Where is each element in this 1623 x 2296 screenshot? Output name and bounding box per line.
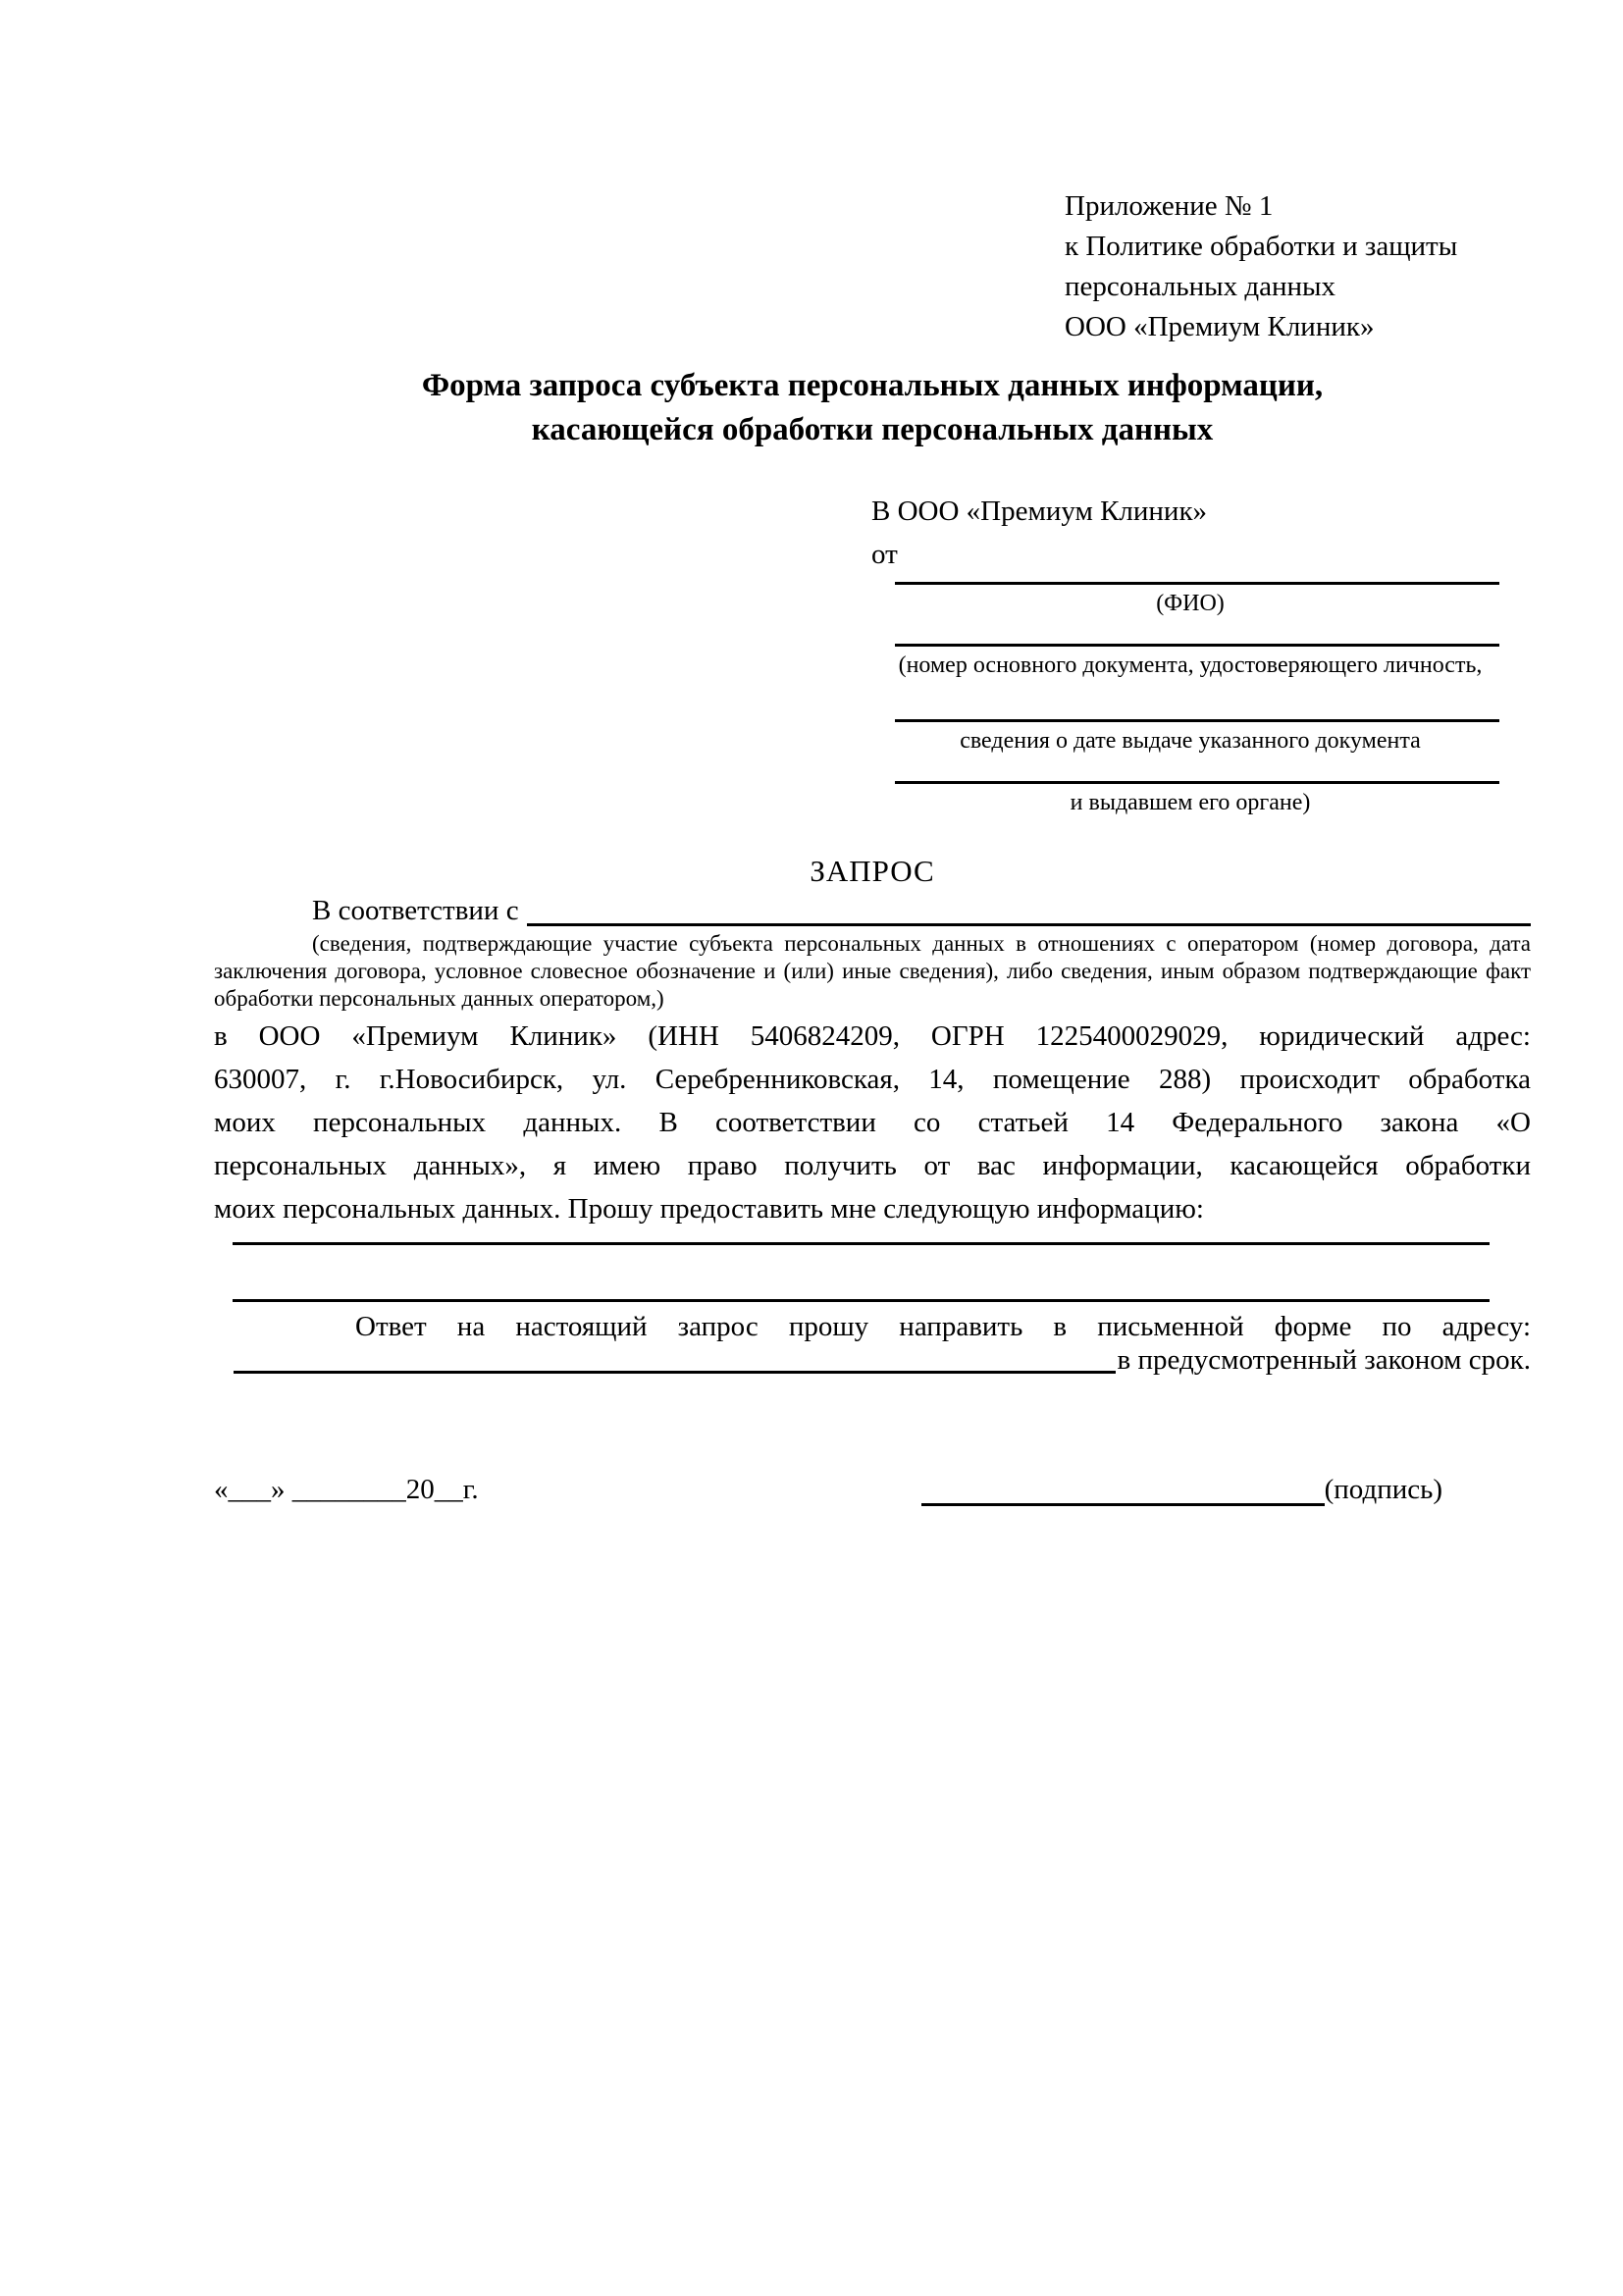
fio-blank-line [895, 582, 1499, 585]
reply-instruction: Ответ на настоящий запрос прошу направить в письменной форме по адресу: [355, 1311, 1531, 1342]
signature-spacer [479, 1468, 921, 1511]
request-body-line: в ООО «Премиум Клиник» (ИНН 5406824209, ОГРН 1225400029029, юридический адрес: [214, 1020, 1531, 1052]
addressee-from-label: от [871, 539, 898, 570]
form-title [214, 364, 1531, 452]
reply-address-blank-line [234, 1344, 1116, 1374]
form-title-line: касающейся обработки персональных данных [531, 412, 1214, 447]
request-body-line: 630007, г. г.Новосибирск, ул. Серебренниковская, 14, помещение 288) происходит обработка [214, 1064, 1531, 1095]
request-body [214, 1015, 1531, 1230]
issuing-authority-caption: и выдавшем его органе) [1070, 790, 1311, 815]
request-body-line: моих персональных данных. В соответствии со статьей 14 Федерального закона «О [214, 1107, 1531, 1138]
signature-blank-line [921, 1503, 1325, 1506]
legal-basis-note-line: (сведения, подтверждающие участие субъекта персональных данных в отношениях с оператором (номер договора, дата [312, 931, 1531, 956]
signature-date: «___» ________20__г. [214, 1474, 479, 1505]
issue-date-caption: сведения о дате выдаче указанного документа [960, 728, 1421, 754]
accordance-blank-line [527, 893, 1531, 926]
reply-address-row [214, 1344, 1531, 1376]
request-body-line: персональных данных», я имею право получить от вас информации, касающейся обработки [214, 1150, 1531, 1181]
reply-suffix: в предусмотренный законом срок. [1117, 1344, 1531, 1376]
appendix-header [1065, 186, 1457, 347]
legal-basis-note [214, 930, 1531, 1013]
form-title-line: Форма запроса субъекта персональных данных информации, [421, 368, 1324, 403]
id-doc-blank-line [895, 644, 1499, 647]
id-doc-caption: (номер основного документа, удостоверяющего личность, [898, 652, 1483, 678]
request-heading: ЗАПРОС [810, 854, 935, 888]
request-body-line: моих персональных данных. Прошу предоставить мне следующую информацию: [214, 1193, 1204, 1225]
issuing-authority-blank-line [895, 781, 1499, 784]
appendix-line: ООО «Премиум Клиник» [1065, 311, 1375, 342]
appendix-line: к Политике обработки и защиты [1065, 231, 1458, 262]
signature-caption: (подпись) [1324, 1474, 1442, 1505]
info-blank-line-1 [233, 1242, 1490, 1245]
legal-basis-note-line: заключения договора, условное словесное обозначение и (или) иные сведения), либо сведения, иным образом подтверждающие факт [214, 959, 1531, 983]
signature-row [214, 1468, 1442, 1511]
fio-caption: (ФИО) [1156, 591, 1225, 616]
accordance-row [214, 893, 1531, 929]
legal-basis-note-line: обработки персональных данных оператором,) [214, 986, 664, 1011]
appendix-line: персональных данных [1065, 271, 1336, 302]
info-blank-line-2 [233, 1299, 1490, 1302]
issue-date-blank-line [895, 719, 1499, 722]
appendix-line: Приложение № 1 [1065, 190, 1274, 222]
accordance-prefix: В соответствии с [312, 895, 519, 926]
addressee-to: В ООО «Премиум Клиник» [871, 496, 1208, 527]
